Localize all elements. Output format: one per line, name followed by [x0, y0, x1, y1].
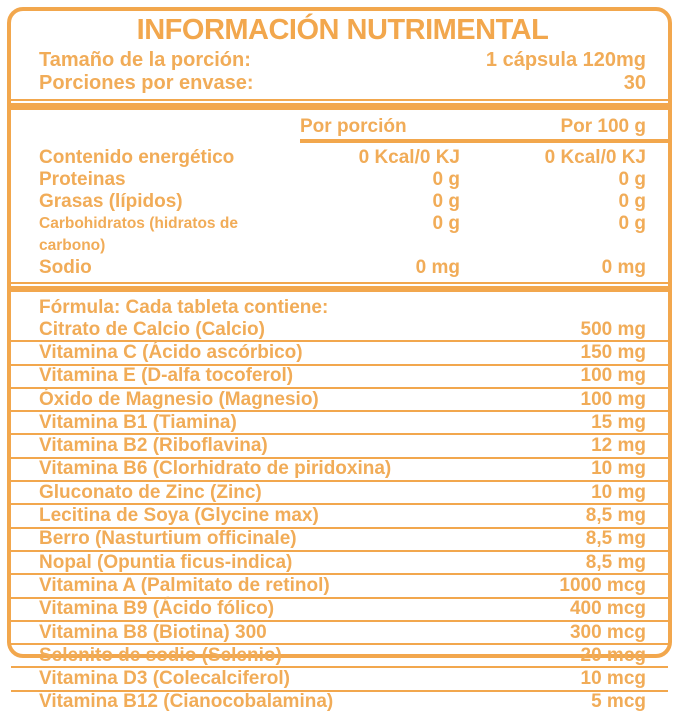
formula-row — [11, 342, 668, 365]
formula-row — [11, 599, 668, 622]
ingredient-amount: 100 mg — [580, 388, 646, 410]
header-underline — [300, 139, 668, 143]
serving-size-label: Tamaño de la porción: — [39, 49, 251, 71]
ingredient-name: Vitamina B2 (Riboflavina) — [39, 435, 268, 457]
ingredient-name: Vitamina B9 (Ácido fólico) — [39, 598, 275, 620]
ingredient-amount: 400 mcg — [569, 598, 646, 620]
nutrient-label: Sodio — [39, 256, 92, 278]
serving-size-value: 1 cápsula 120mg — [485, 49, 646, 71]
nutrient-per-100g-value: 0 g — [618, 190, 646, 212]
nutrient-row-energy — [39, 147, 646, 169]
ingredient-amount: 8,5 mg — [585, 528, 646, 550]
formula-row — [11, 412, 668, 435]
formula-row — [11, 389, 668, 412]
label-title: INFORMACIÓN NUTRIMENTAL — [136, 14, 549, 46]
ingredient-amount: 10 mg — [591, 458, 646, 480]
section-divider — [11, 99, 668, 110]
ingredient-amount: 20 mcg — [580, 644, 646, 666]
ingredient-amount: 10 mcg — [580, 668, 646, 690]
formula-row — [11, 366, 668, 389]
nutrient-per-serving-value: 0 g — [432, 190, 460, 212]
ingredient-name: Citrato de Calcio (Calcio) — [39, 318, 265, 340]
ingredient-name: Vitamina E (D-alfa tocoferol) — [39, 365, 294, 387]
ingredient-amount: 15 mg — [591, 411, 646, 433]
ingredient-name: Vitamina B6 (Clorhidrato de piridoxina) — [39, 458, 392, 480]
ingredient-name: Vitamina B1 (Tiamina) — [39, 411, 237, 433]
ingredient-name: Vitamina B8 (Biotina) 300 — [39, 621, 267, 643]
ingredient-name: Gluconato de Zinc (Zinc) — [39, 481, 262, 503]
formula-row — [11, 552, 668, 575]
serving-size-row — [39, 49, 646, 72]
ingredient-name: Nopal (Opuntia ficus-indica) — [39, 551, 293, 573]
section-divider — [11, 282, 668, 293]
column-header-per-serving: Por porción — [300, 115, 407, 137]
nutrition-label — [7, 7, 672, 713]
formula-row — [11, 692, 668, 713]
ingredient-amount: 1000 mcg — [559, 574, 646, 596]
nutrient-header-spacer — [39, 115, 300, 138]
formula-row — [11, 645, 668, 668]
ingredient-amount: 500 mg — [580, 318, 646, 340]
ingredient-name: Berro (Nasturtium officinale) — [39, 528, 297, 550]
nutrient-per-100g-value: 0 g — [618, 212, 646, 234]
ingredient-name: Óxido de Magnesio (Magnesio) — [39, 388, 319, 410]
nutrient-row-sodium — [39, 257, 646, 279]
servings-per-container-value: 30 — [623, 71, 646, 94]
formula-row — [11, 319, 668, 342]
nutrient-table — [11, 110, 668, 282]
formula-row — [11, 435, 668, 458]
nutrient-per-serving-value: 0 g — [432, 168, 460, 190]
formula-row — [11, 529, 668, 552]
formula-header: Fórmula: Cada tableta contiene: — [39, 297, 329, 318]
formula-section — [11, 292, 668, 713]
formula-row — [11, 622, 668, 645]
ingredient-amount: 5 mcg — [591, 691, 646, 713]
formula-row — [11, 459, 668, 482]
nutrient-row-fat — [39, 191, 646, 213]
ingredient-name: Vitamina C (Ácido ascórbico) — [39, 341, 303, 363]
formula-row — [11, 668, 668, 691]
ingredient-name: Selenito de sodio (Selenio) — [39, 644, 282, 666]
ingredient-amount: 300 mcg — [569, 621, 646, 643]
ingredient-name: Vitamina A (Palmitato de retinol) — [39, 574, 330, 596]
nutrient-header-row — [39, 115, 646, 138]
nutrient-label: Carbohidratos (hidratos de carbono) — [39, 214, 238, 254]
nutrient-per-100g-value: 0 g — [618, 168, 646, 190]
servings-per-container-row — [39, 72, 646, 95]
formula-row — [11, 482, 668, 505]
ingredient-name: Vitamina B12 (Cianocobalamina) — [39, 691, 334, 713]
nutrient-label: Contenido energético — [39, 146, 235, 168]
column-header-per-100g: Por 100 g — [560, 115, 646, 137]
nutrient-per-serving-value: 0 mg — [415, 256, 460, 278]
ingredient-amount: 12 mg — [591, 435, 646, 457]
servings-per-container-label: Porciones por envase: — [39, 71, 254, 94]
ingredient-amount: 8,5 mg — [585, 551, 646, 573]
ingredient-name: Lecitina de Soya (Glycine max) — [39, 505, 319, 527]
formula-row — [11, 505, 668, 528]
nutrient-label: Proteinas — [39, 168, 126, 190]
ingredient-amount: 150 mg — [580, 341, 646, 363]
nutrient-label: Grasas (lípidos) — [39, 190, 183, 212]
serving-section — [11, 11, 668, 99]
ingredient-amount: 100 mg — [580, 365, 646, 387]
nutrient-per-serving-value: 0 g — [432, 212, 460, 234]
ingredient-amount: 10 mg — [591, 481, 646, 503]
nutrient-per-100g-value: 0 Kcal/0 KJ — [544, 146, 646, 168]
nutrient-per-100g-value: 0 mg — [601, 256, 646, 278]
ingredient-amount: 8,5 mg — [585, 505, 646, 527]
nutrient-row-protein — [39, 169, 646, 191]
nutrient-per-serving-value: 0 Kcal/0 KJ — [358, 146, 460, 168]
nutrient-row-carbs — [39, 213, 646, 257]
formula-row — [11, 575, 668, 598]
ingredient-name: Vitamina D3 (Colecalciferol) — [39, 668, 290, 690]
